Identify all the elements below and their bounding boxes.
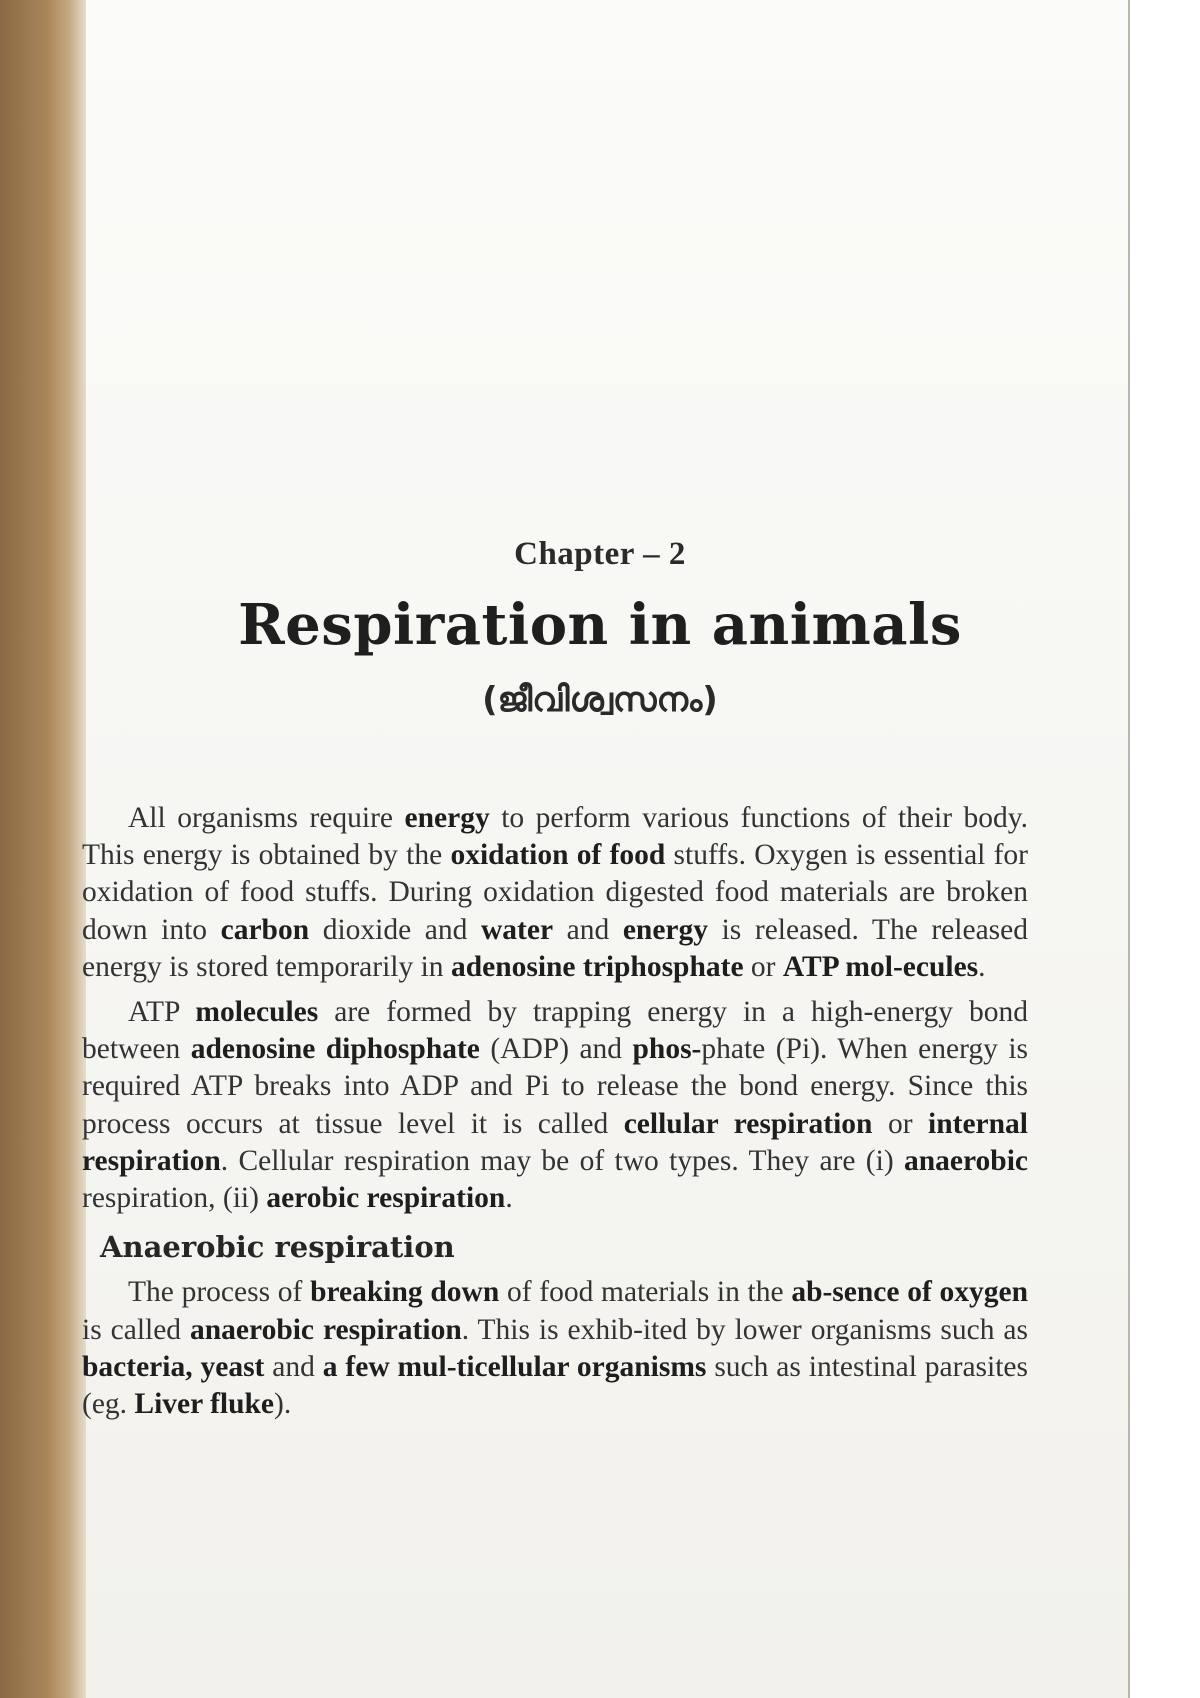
text-span: stuffs. Oxygen is essential for oxidation of food stuffs. During oxidation digested food materials are broken down into: [82, 839, 1029, 946]
text-span: of food materials in the: [499, 1276, 792, 1309]
text-span: is released. The released energy is stored temporarily in: [82, 913, 1028, 983]
text-span: dioxide and: [309, 913, 481, 946]
text-span: respiration, (ii): [82, 1182, 267, 1215]
bold-term: cellular respiration: [623, 1107, 873, 1140]
background-surface: [1130, 0, 1200, 1698]
text-span: All organisms require: [128, 802, 405, 834]
text-span: . This is exhib-ited by lower organisms such as: [461, 1313, 1028, 1346]
text-span: ATP: [128, 996, 196, 1029]
bold-term: a few mul-ticellular organisms: [322, 1350, 707, 1383]
bold-term: aerobic respiration: [266, 1182, 506, 1215]
bold-term: breaking down: [310, 1276, 500, 1309]
bold-term: anaerobic: [903, 1144, 1028, 1177]
text-span: to perform various functions of their body. This energy is obtained by the: [82, 802, 1028, 872]
bold-term: carbon: [220, 913, 310, 946]
text-span: or: [872, 1107, 929, 1140]
chapter-subtitle-malayalam: (ജീവിശ്വസനം): [482, 680, 718, 720]
text-span: and: [553, 913, 623, 946]
text-span: phate (Pi). When energy is required ATP breaks into ADP and Pi to release the bond energy. Since this process occurs at tissue level it is called: [82, 1033, 1028, 1140]
bold-term: adenosine diphosphate: [190, 1033, 480, 1066]
bold-term: oxidation of food: [450, 839, 666, 872]
bold-term: energy: [404, 802, 490, 834]
book-spine: [0, 0, 86, 1698]
text-span: (ADP) and: [479, 1033, 633, 1066]
bold-term: internal respiration: [82, 1107, 1028, 1177]
bold-term: adenosine triphosphate: [450, 950, 744, 983]
text-span: are formed by trapping energy in a high-energy bond between: [82, 996, 1028, 1066]
text-span: ).: [274, 1388, 292, 1421]
text-span: is called: [82, 1313, 191, 1346]
text-span: or: [743, 950, 783, 983]
paragraph-energy: [82, 800, 1028, 986]
text-span: The process of: [128, 1276, 311, 1309]
text-span: . Cellular respiration may be of two types. They are (i): [220, 1144, 904, 1177]
chapter-title: Respiration in animals: [238, 592, 962, 658]
text-span: such as intestinal parasites (eg.: [82, 1350, 1028, 1421]
bold-term: water: [480, 913, 554, 946]
bold-term: energy: [622, 913, 709, 946]
bold-term: Liver fluke: [134, 1388, 274, 1421]
bold-term: anaerobic respiration: [190, 1313, 462, 1346]
text-span: .: [505, 1182, 513, 1215]
paragraph-atp: [82, 994, 1028, 1217]
chapter-body: [82, 800, 1028, 1431]
chapter-number: Chapter – 2: [514, 536, 686, 572]
bold-term: molecules: [195, 996, 319, 1029]
text-span: and: [264, 1350, 323, 1383]
bold-term: phos-: [632, 1033, 702, 1066]
bold-term: ATP mol-ecules: [782, 950, 979, 983]
bold-term: bacteria, yeast: [82, 1350, 265, 1383]
bold-term: ab-sence of oxygen: [791, 1276, 1028, 1309]
paragraph-anaerobic: [82, 1274, 1028, 1423]
section-heading: Anaerobic respiration: [100, 1230, 455, 1265]
text-span: .: [978, 950, 986, 983]
